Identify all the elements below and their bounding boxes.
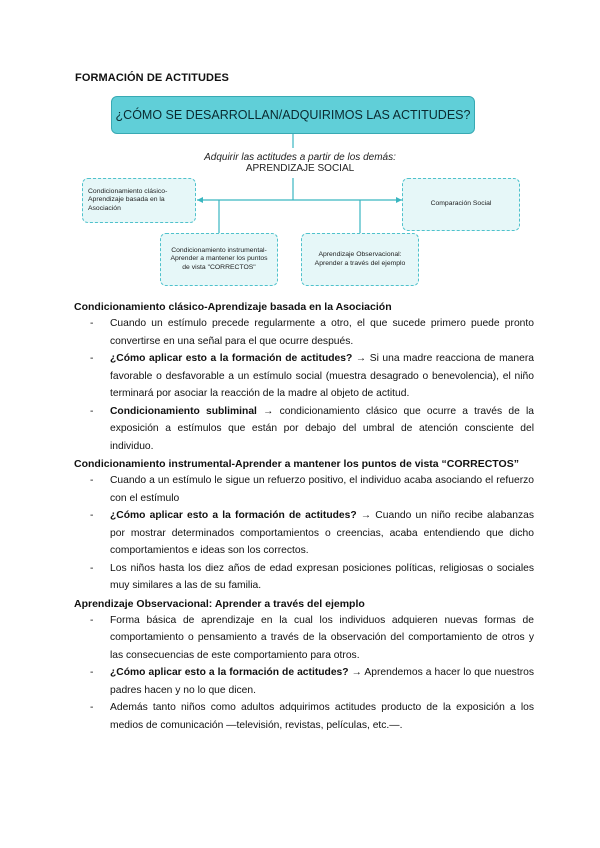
document-body xyxy=(74,300,534,736)
node-label: Condicionamiento instrumental-Aprender a mantener los puntos de vista "CORRECTOS" xyxy=(170,246,268,271)
arrowhead-left xyxy=(197,197,203,203)
diagram-connectors xyxy=(0,0,600,300)
item-text: → Si una madre reacciona de manera favorable o desfavorable a un estímulo social (muestra desagrado o benevolencia), el niño terminará por asociar la reacción de la madre al objeto de actitud. xyxy=(110,353,534,399)
item-text: Forma básica de aprendizaje en la cual los individuos adquieren nuevas formas de comportamiento o pensamiento a través de la observación del comportamiento de otros y las consecuencias de este comportamiento para otros. xyxy=(110,614,534,661)
list-item xyxy=(74,507,534,560)
item-text: → condicionamiento clásico que ocurre a través de la exposición a estímulos que están por debajo del umbral de atención consciente del individuo. xyxy=(110,405,535,452)
section-list xyxy=(74,315,534,455)
section-list xyxy=(74,472,534,595)
node-label: Aprendizaje Observacional: Aprender a través del ejemplo xyxy=(314,251,406,267)
list-item xyxy=(74,560,534,595)
bullet-dash: - xyxy=(90,475,94,486)
item-bold: Condicionamiento subliminal xyxy=(110,405,257,417)
list-item xyxy=(74,403,534,456)
bullet-dash: - xyxy=(90,353,94,364)
list-item xyxy=(74,664,534,699)
bullet-dash: - xyxy=(90,562,94,574)
section-heading: Condicionamiento instrumental-Aprender a mantener los puntos de vista “CORRECTOS” xyxy=(74,458,519,470)
list-item xyxy=(74,350,534,403)
item-bold: ¿Cómo aplicar esto a la formación de actitudes? xyxy=(110,510,357,521)
bullet-dash: - xyxy=(90,318,94,329)
node-label: Comparación Social xyxy=(430,200,492,208)
item-bold: ¿Cómo aplicar esto a la formación de actitudes? xyxy=(110,353,353,364)
item-text: → Cuando un niño recibe alabanzas por mostrar determinados comportamientos o creencias, acaba entendiendo que dicho comportamientos e ideas son los correctos. xyxy=(110,510,534,556)
list-item xyxy=(74,472,534,507)
item-text: → Aprendemos a hacer lo que nuestros padres hacen y no lo que dicen. xyxy=(110,667,534,696)
item-text: Cuando un estímulo precede regularmente a otro, el que sucede primero puede pronto convertirse en una señal para el que ocurre después. xyxy=(110,318,534,347)
section-heading: Aprendizaje Observacional: Aprender a través del ejemplo xyxy=(74,597,365,610)
bullet-dash: - xyxy=(90,510,94,521)
item-text: Los niños hasta los diez años de edad expresan posiciones políticas, religiosas o sociales muy similares a las de su familia. xyxy=(110,562,534,591)
item-text: Además tanto niños como adultos adquirimos actitudes producto de la exposición a los medios de comunicación —televisión, revistas, películas, etc.—. xyxy=(110,702,534,731)
diagram-node-classical xyxy=(82,178,196,223)
diagram-node-social-comparison xyxy=(402,178,520,231)
item-bold: ¿Cómo aplicar esto a la formación de actitudes? xyxy=(110,667,349,678)
page-title: FORMACIÓN DE ACTITUDES xyxy=(75,72,229,84)
bullet-dash: - xyxy=(90,702,94,713)
subtitle-line-1: Adquirir las actitudes a partir de los demás: xyxy=(204,152,396,163)
section-heading: Condicionamiento clásico-Aprendizaje basada en la Asociación xyxy=(74,301,392,313)
diagram-main-question: ¿CÓMO SE DESARROLLAN/ADQUIRIMOS LAS ACTITUDES? xyxy=(111,96,475,134)
list-item xyxy=(74,612,534,665)
section-list xyxy=(74,612,534,735)
diagram-subtitle xyxy=(160,152,440,174)
subtitle-line-2: APRENDIZAJE SOCIAL xyxy=(245,163,355,174)
list-item xyxy=(74,699,534,734)
node-label: Condicionamiento clásico-Aprendizaje basada en la Asociación xyxy=(88,187,168,212)
bullet-dash: - xyxy=(90,614,94,626)
bullet-dash: - xyxy=(90,667,94,678)
diagram-node-instrumental xyxy=(160,233,278,286)
item-text: Cuando a un estímulo le sigue un refuerzo positivo, el individuo acaba asociando el refuerzo con el estímulo xyxy=(110,475,534,504)
concept-diagram xyxy=(0,0,600,300)
bullet-dash: - xyxy=(90,405,94,417)
list-item xyxy=(74,315,534,350)
diagram-node-observational xyxy=(301,233,419,286)
